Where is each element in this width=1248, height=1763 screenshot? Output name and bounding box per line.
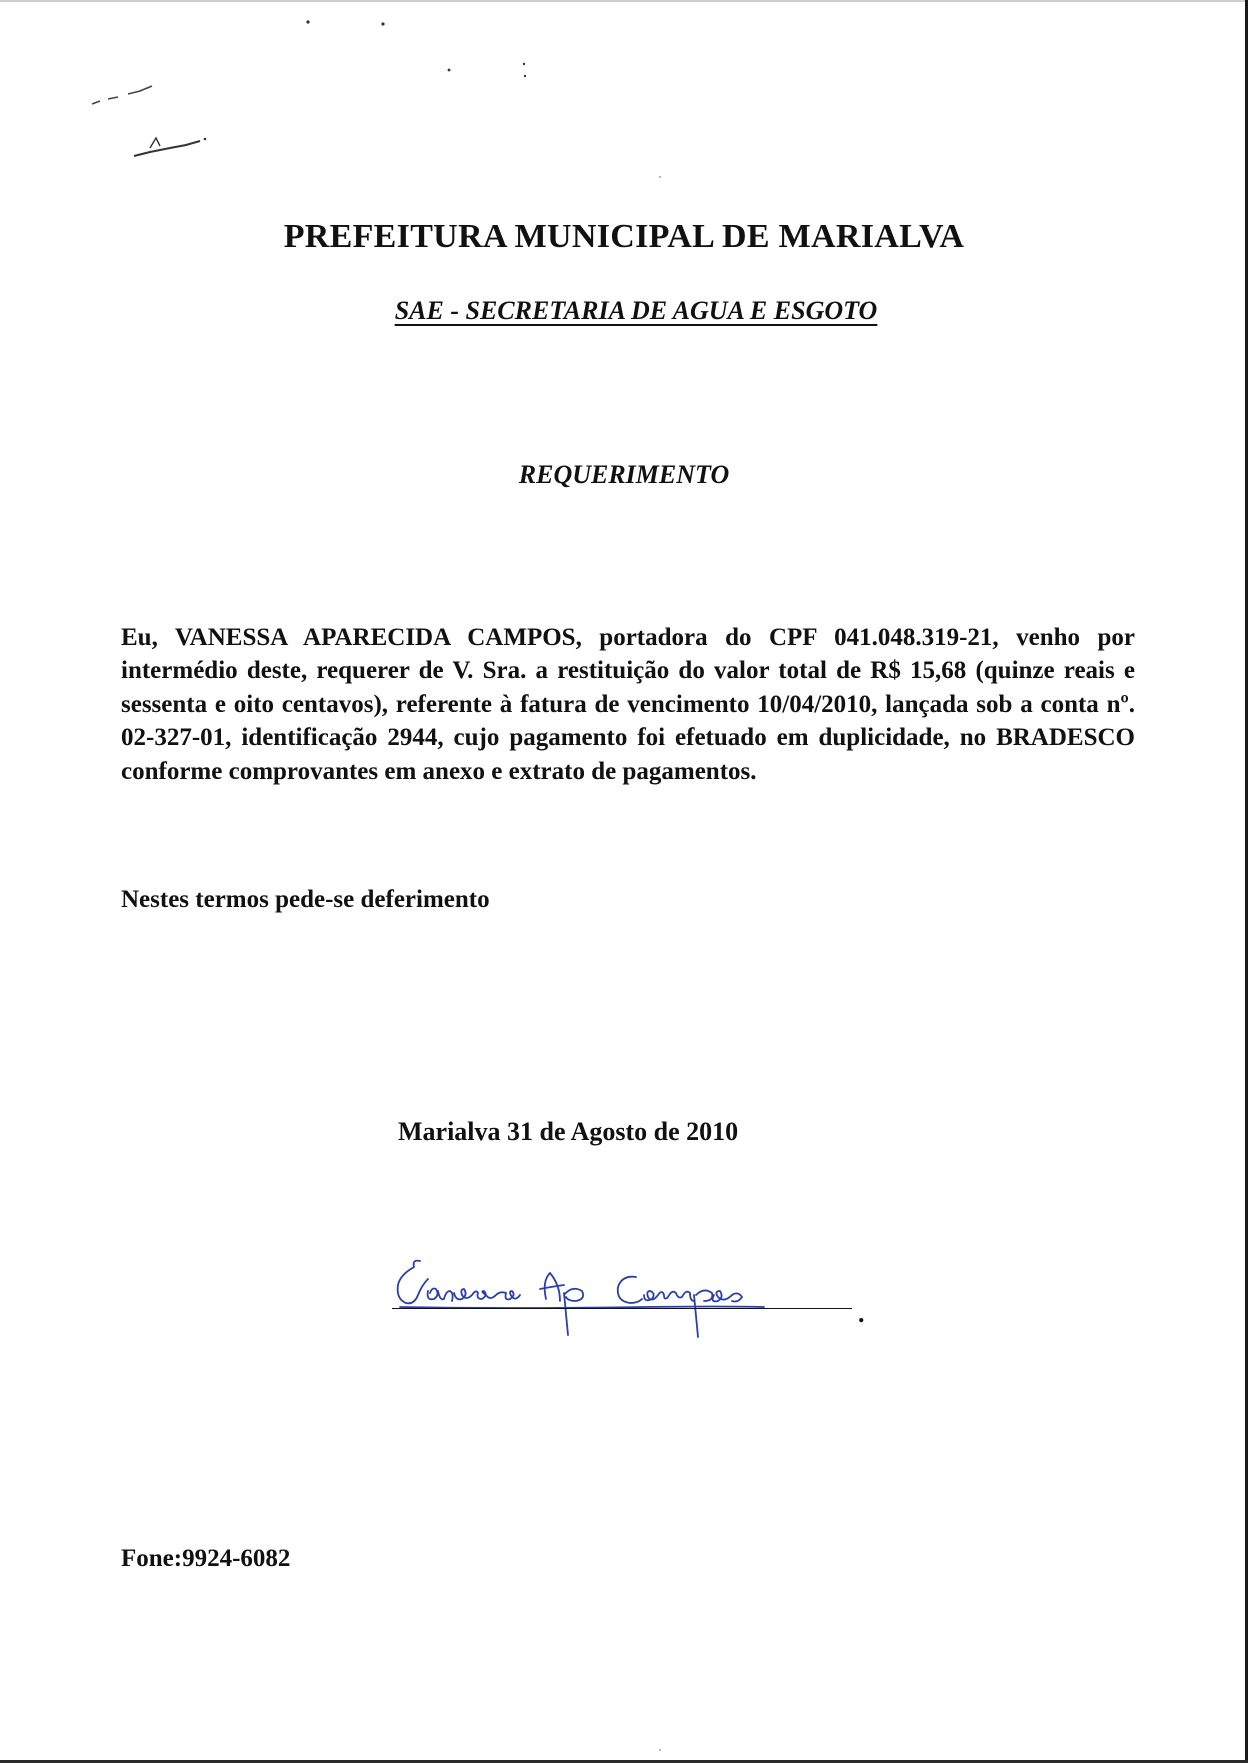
document-type-heading: REQUERIMENTO	[518, 460, 730, 489]
handwritten-signature	[392, 1255, 862, 1345]
signature-trailing-mark: .	[858, 1299, 865, 1328]
closing-statement: Nestes termos pede-se deferimento	[121, 886, 490, 913]
municipality-title: PREFEITURA MUNICIPAL DE MARIALVA	[283, 218, 965, 255]
place-and-date: Marialva 31 de Agosto de 2010	[398, 1117, 739, 1146]
signature-block	[392, 1255, 865, 1345]
phone-number: Fone:9924-6082	[121, 1545, 291, 1572]
department-subtitle: SAE - SECRETARIA DE AGUA E ESGOTO	[394, 296, 878, 325]
signature-line	[392, 1308, 852, 1309]
request-body-paragraph: Eu, VANESSA APARECIDA CAMPOS, portadora do CPF 041.048.319-21, venho por intermédio deste, requerer de V. Sra. a restituição do valor total de R$ 15,68 (quinze reais e sessenta e oito centavos), referente à fatura de vencimento 10/04/2010, lançada sob a conta nº. 02-327-01, identificação 2944, cujo pagamento foi efetuado em duplicidade, no BRADESCO conforme comprovantes em anexo e extrato de pagamentos.	[121, 624, 1135, 785]
